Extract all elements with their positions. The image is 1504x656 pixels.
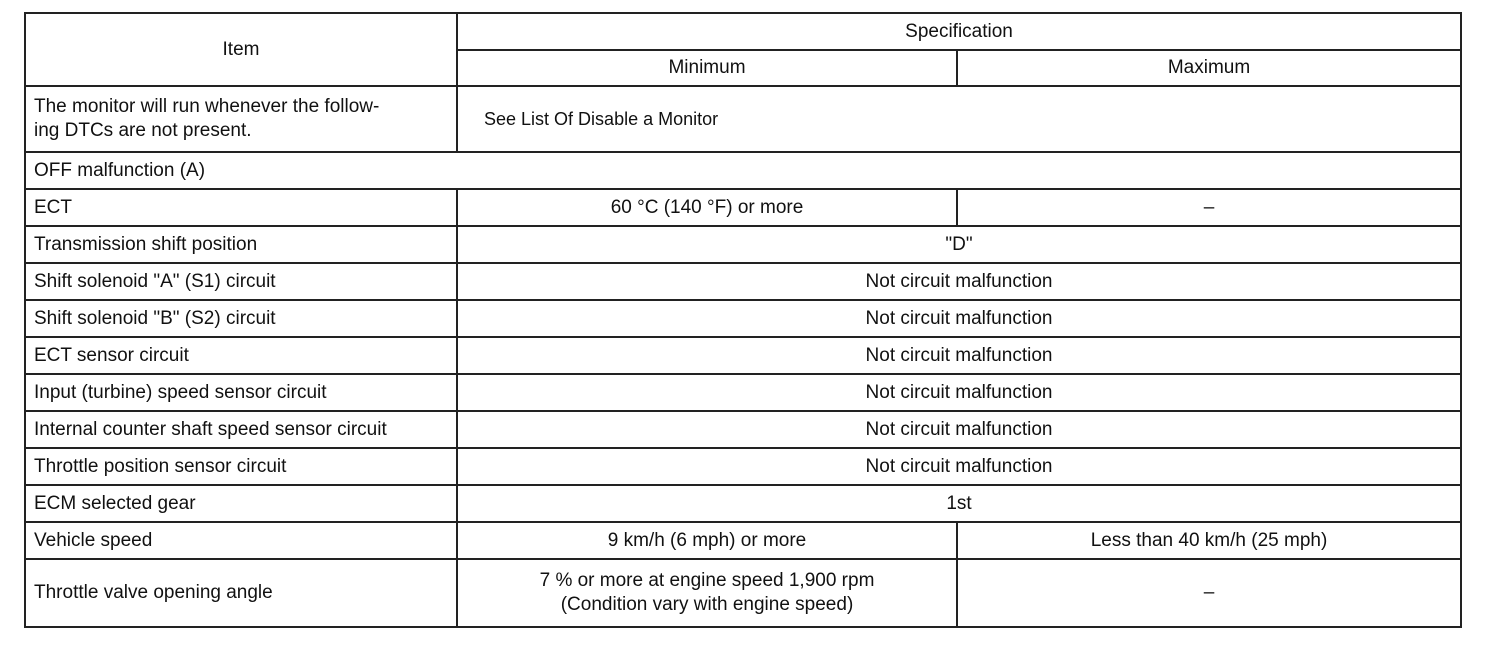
max-cell: –	[957, 189, 1461, 226]
item-cell: Input (turbine) speed sensor circuit	[25, 374, 457, 411]
header-item: Item	[25, 13, 457, 86]
table-row	[25, 337, 1461, 374]
min-line2: (Condition vary with engine speed)	[560, 594, 854, 615]
min-cell: 60 °C (140 °F) or more	[457, 189, 957, 226]
section-row	[25, 152, 1461, 189]
table-row	[25, 374, 1461, 411]
spec-cell: Not circuit malfunction	[457, 448, 1461, 485]
spec-cell: Not circuit malfunction	[457, 263, 1461, 300]
spec-cell: 1st	[457, 485, 1461, 522]
item-cell: Vehicle speed	[25, 522, 457, 559]
item-cell: ECT	[25, 189, 457, 226]
header-minimum: Minimum	[457, 50, 957, 86]
item-cell: ECM selected gear	[25, 485, 457, 522]
item-cell: Throttle valve opening angle	[25, 559, 457, 627]
header-maximum: Maximum	[957, 50, 1461, 86]
table-row	[25, 189, 1461, 226]
table-row	[25, 86, 1461, 152]
item-cell: Internal counter shaft speed sensor circuit	[25, 411, 457, 448]
monitor-label-line2: ing DTCs are not present.	[34, 120, 252, 141]
item-cell: ECT sensor circuit	[25, 337, 457, 374]
monitor-label-line1: The monitor will run whenever the follow-	[34, 96, 380, 118]
spec-cell: Not circuit malfunction	[457, 374, 1461, 411]
table-row	[25, 411, 1461, 448]
item-cell	[25, 86, 457, 152]
table-row	[25, 559, 1461, 627]
min-line1: 7 % or more at engine speed 1,900 rpm	[539, 570, 875, 592]
monitor-reference-cell	[457, 86, 1461, 152]
section-label: OFF malfunction (A)	[25, 152, 1461, 189]
spec-cell: Not circuit malfunction	[457, 300, 1461, 337]
table-row	[25, 263, 1461, 300]
min-cell	[457, 559, 957, 627]
item-cell: Shift solenoid "B" (S2) circuit	[25, 300, 457, 337]
min-cell: 9 km/h (6 mph) or more	[457, 522, 957, 559]
table-row	[25, 300, 1461, 337]
specification-table	[24, 12, 1462, 628]
item-cell: Transmission shift position	[25, 226, 457, 263]
spec-cell: Not circuit malfunction	[457, 411, 1461, 448]
max-cell: –	[957, 559, 1461, 627]
header-specification: Specification	[457, 13, 1461, 50]
table-row	[25, 448, 1461, 485]
table-row	[25, 522, 1461, 559]
monitor-see: See	[484, 108, 517, 129]
spec-cell: "D"	[457, 226, 1461, 263]
item-cell: Shift solenoid "A" (S1) circuit	[25, 263, 457, 300]
table-header-row	[25, 13, 1461, 50]
table-row	[25, 485, 1461, 522]
monitor-reference-link[interactable]: List Of Disable a Monitor	[521, 108, 719, 129]
max-cell: Less than 40 km/h (25 mph)	[957, 522, 1461, 559]
spec-cell: Not circuit malfunction	[457, 337, 1461, 374]
item-cell: Throttle position sensor circuit	[25, 448, 457, 485]
table-row	[25, 226, 1461, 263]
